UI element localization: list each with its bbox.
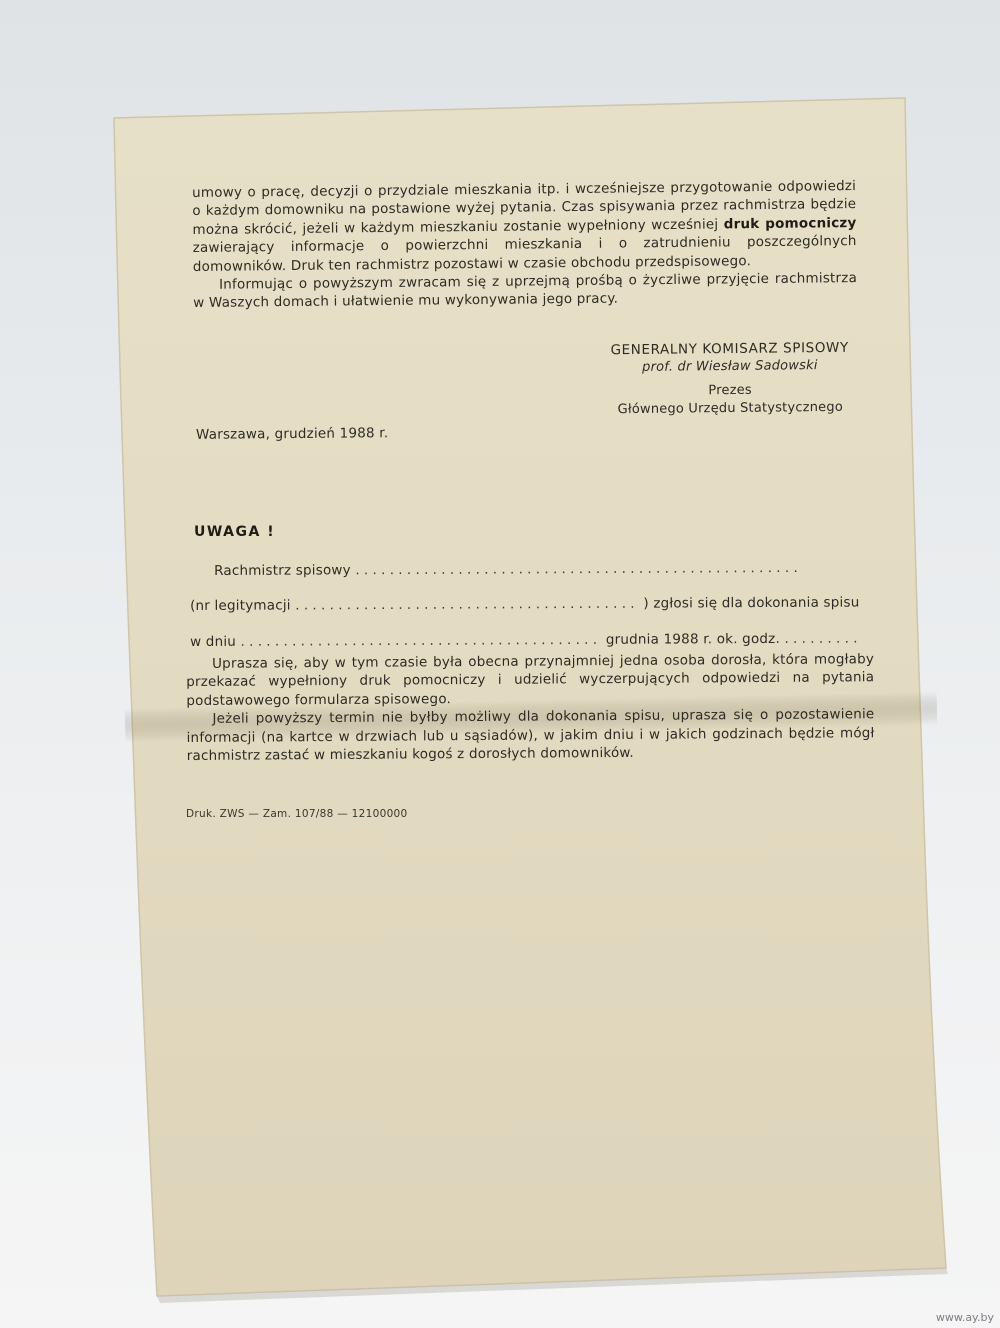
notice-body [186, 650, 875, 765]
site-watermark: www.ay.by [935, 1311, 994, 1324]
id-label: (nr legitymacji [190, 597, 291, 614]
enumerator-dots: .................................................... [355, 559, 803, 579]
paragraph-presence: Uprasza się, aby w tym czasie była obecna przynajmniej jedna osoba dorosła, która mogłaby przekazać wypełniony druk pomocniczy i udzielić wyczerpujących odpowiedzi na pytania podstawowego formularza spisowego. [186, 651, 875, 709]
auxiliary-form-emphasis: druk pomocniczy [723, 214, 857, 233]
signature-role-line1: Prezes [708, 382, 752, 399]
id-field [190, 594, 860, 614]
paragraph-absence: Jeżeli powyższy termin nie byłby możliwy dla dokonania spisu, uprasza się o pozostawienie informacji (na kartce w drzwiach lub u sąsiadów), w jakim dniu i w jakich godzinach będzie mógł rachmistrz zastać w mieszkaniu kogoś z dorosłych domowników. [186, 706, 875, 765]
enumerator-field [214, 560, 802, 579]
signature-block [600, 339, 861, 420]
paragraph-preparation [192, 177, 857, 276]
date-label: w dniu [190, 633, 237, 650]
signature-title: GENERALNY KOMISARZ SPISOWY [610, 339, 849, 359]
date-middle: grudnia 1988 r. ok. godz. [605, 630, 780, 648]
notice-heading: UWAGA ! [194, 524, 276, 540]
date-field [190, 630, 862, 650]
paragraph-request: Informując o powyższym zwracam się z uprzejmą prośbą o życzliwe przyjęcie rachmistrza w Waszych domach i ułatwienie mu wykonywania jego pracy. [193, 270, 858, 312]
id-suffix: ) zgłosi się dla dokonania spisu [643, 594, 860, 612]
paragraph-preparation-start: umowy o pracę, decyzji o przydziale mieszkania itp. i wcześniejsze przygotowanie odpowiedzi o każdym domowniku na postawione wyżej pytania. Czas spisywania przez rachmistrza będzie można skrócić, jeżeli w każdym mieszkaniu zostanie wypełniony wcześniej [192, 178, 857, 238]
paragraph-preparation-end: zawierający informacje o powierzchni mieszkania i o zatrudnieniu poszczególnych domowników. Druk ten rachmistrz pozostawi w czasie obchodu przedspisowego. [192, 233, 857, 275]
enumerator-label: Rachmistrz spisowy [214, 562, 351, 579]
letter-body [192, 177, 857, 313]
date-day-dots: .......................................... [240, 631, 602, 650]
date-hour-dots: ......... [784, 630, 862, 647]
signature-name: prof. dr Wiesław Sadowski [642, 358, 818, 375]
place-date: Warszawa, grudzień 1988 r. [195, 425, 389, 443]
print-info: Druk. ZWS — Zam. 107/88 — 12100000 [186, 808, 408, 820]
id-dots: ........................................ [295, 595, 639, 614]
signature-role-line2: Głównego Urzędu Statystycznego [617, 399, 844, 418]
